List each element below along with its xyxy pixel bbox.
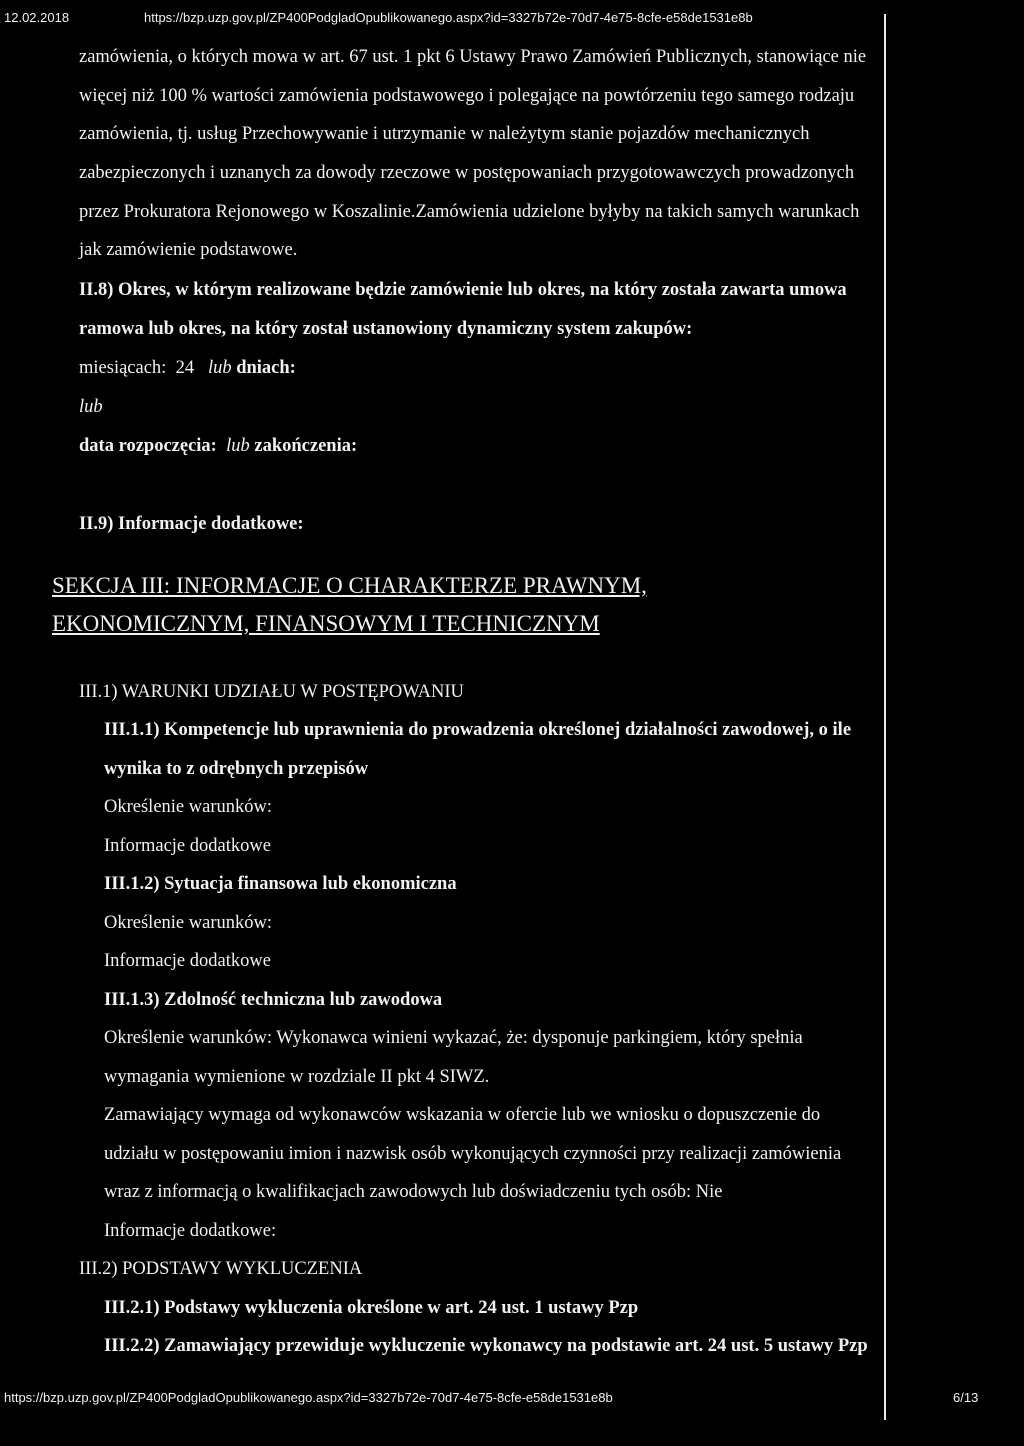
section-heading: II.9) Informacje dodatkowe: (79, 514, 304, 534)
info-label: Informacje dodatkowe (104, 951, 271, 971)
paragraph-line: jak zamówienie podstawowe. (79, 240, 298, 260)
item-heading: III.1.2) Sytuacja finansowa lub ekonomiczna (104, 874, 457, 894)
info-label: Informacje dodatkowe (104, 836, 271, 856)
start-date-label: data rozpoczęcia: (79, 436, 217, 456)
conditions-text: Zamawiający wymaga od wykonawców wskazania w ofercie lub we wniosku o dopuszczenie do (104, 1105, 821, 1125)
paragraph-line: przez Prokuratora Rejonowego w Koszalinie.Zamówienia udzielone byłyby na takich samych warunkach (79, 202, 860, 222)
conditions-text: wymagania wymienione w rozdziale II pkt 4 SIWZ. (104, 1067, 490, 1087)
months-label: miesiącach: (79, 358, 167, 378)
days-label: dniach: (236, 358, 296, 378)
or-word: lub (226, 436, 250, 456)
section-heading: II.8) Okres, w którym realizowane będzie zamówienie lub okres, na który została zawarta umowa (79, 280, 847, 300)
print-url: https://bzp.uzp.gov.pl/ZP400PodgladOpublikowanego.aspx?id=3327b72e-70d7-4e75-8cfe-e58de1531e8b (144, 10, 753, 25)
page-number: 6/13 (953, 1390, 979, 1405)
conditions-label: Określenie warunków: (104, 797, 272, 817)
paragraph-line: więcej niż 100 % wartości zamówienia podstawowego i polegające na powtórzeniu tego samego rodzaju (79, 86, 855, 106)
footer-url: https://bzp.uzp.gov.pl/ZP400PodgladOpublikowanego.aspx?id=3327b72e-70d7-4e75-8cfe-e58de1531e8b (4, 1390, 613, 1405)
paragraph-line: zabezpieczonych i uznanych za dowody rzeczowe w postępowaniach przygotowawczych prowadzonych (79, 163, 855, 183)
conditions-label: Określenie warunków: (104, 913, 272, 933)
paragraph-line: zamówienia, tj. usług Przechowywanie i utrzymanie w należytym stanie pojazdów mechanicznych (79, 124, 810, 144)
section-heading: ramowa lub okres, na który został ustanowiony dynamiczny system zakupów: (79, 319, 693, 339)
conditions-text: udziału w postępowaniu imion i nazwisk osób wykonujących czynności przy realizacji zamówienia (104, 1144, 842, 1164)
or-word: lub (79, 397, 103, 417)
item-heading: wynika to z odrębnych przepisów (104, 759, 369, 779)
item-heading: III.2.2) Zamawiający przewiduje wykluczenie wykonawcy na podstawie art. 24 ust. 5 ustawy Pzp (104, 1336, 868, 1356)
conditions-text: wraz z informacją o kwalifikacjach zawodowych lub doświadczeniu tych osób: Nie (104, 1182, 723, 1202)
section-title: SEKCJA III: INFORMACJE O CHARAKTERZE PRAWNYM, (52, 573, 647, 598)
item-heading: III.2.1) Podstawy wykluczenia określone w art. 24 ust. 1 ustawy Pzp (104, 1298, 639, 1318)
item-heading: III.1.3) Zdolność techniczna lub zawodowa (104, 990, 443, 1010)
section-title: EKONOMICZNYM, FINANSOWYM I TECHNICZNYM (52, 611, 600, 636)
paragraph-line: zamówienia, o których mowa w art. 67 ust. 1 pkt 6 Ustawy Prawo Zamówień Publicznych, stanowiące nie (79, 47, 867, 67)
scan-line (884, 14, 886, 1420)
duration-row (79, 356, 296, 380)
item-heading: III.1.1) Kompetencje lub uprawnienia do prowadzenia określonej działalności zawodowej, o ile (104, 720, 852, 740)
print-date: 12.02.2018 (4, 10, 70, 25)
subsection-heading: III.1) WARUNKI UDZIAŁU W POSTĘPOWANIU (79, 682, 464, 702)
subsection-heading: III.2) PODSTAWY WYKLUCZENIA (79, 1259, 363, 1279)
months-value: 24 (175, 358, 195, 378)
info-label: Informacje dodatkowe: (104, 1221, 277, 1241)
dates-row (79, 434, 357, 458)
or-word: lub (207, 358, 232, 378)
end-date-label: zakończenia: (254, 436, 358, 456)
conditions-text: Określenie warunków: Wykonawca winieni wykazać, że: dysponuje parkingiem, który spełnia (104, 1028, 803, 1048)
